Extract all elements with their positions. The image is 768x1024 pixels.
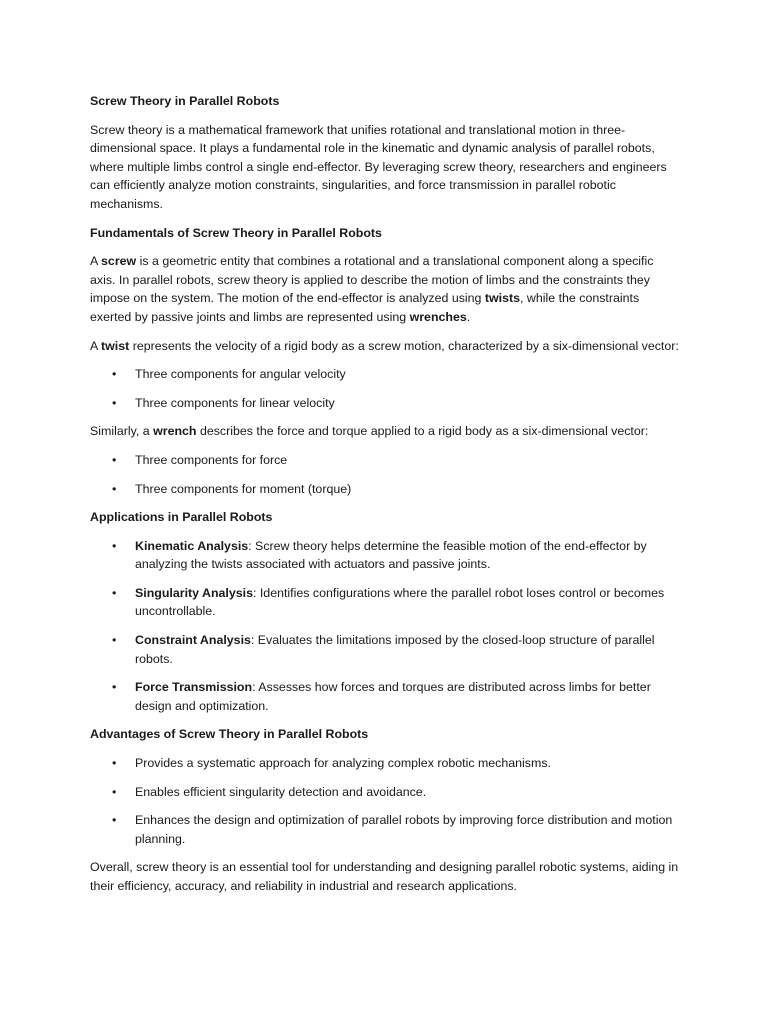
twist-term: twist <box>101 338 130 353</box>
list-item: • Kinematic Analysis: Screw theory helps determine the feasible motion of the end-effector by analyzing the twists associated with actuators and passive joints. <box>90 537 682 574</box>
twist-list <box>90 365 682 412</box>
list-item: • Three components for linear velocity <box>90 394 682 413</box>
applications-list <box>90 537 682 716</box>
wrench-list <box>90 451 682 498</box>
wrench-term: wrench <box>153 424 197 439</box>
list-item: • Constraint Analysis: Evaluates the limitations imposed by the closed-loop structure of parallel robots. <box>90 631 682 668</box>
list-item: • Enhances the design and optimization of parallel robots by improving force distribution and motion planning. <box>90 811 682 848</box>
list-item: • Force Transmission: Assesses how forces and torques are distributed across limbs for better design and optimization. <box>90 678 682 715</box>
intro-paragraph: Screw theory is a mathematical framework that unifies rotational and translational motion in three-dimensional space. It plays a fundamental role in the kinematic and dynamic analysis of parallel robots, where multiple limbs control a single end-effector. By leveraging screw theory, researchers and engineers can efficiently analyze motion constraints, singularities, and force transmission in parallel robotic mechanisms. <box>90 122 667 211</box>
list-item: • Three components for force <box>90 451 682 470</box>
list-item: • Three components for angular velocity <box>90 365 682 384</box>
applications-heading: Applications in Parallel Robots <box>90 510 273 525</box>
document-title: Screw Theory in Parallel Robots <box>90 94 280 108</box>
screw-term: screw <box>101 254 137 269</box>
list-item: • Enables efficient singularity detection and avoidance. <box>90 783 682 802</box>
document-body <box>90 92 682 906</box>
fundamentals-heading: Fundamentals of Screw Theory in Parallel Robots <box>90 225 382 240</box>
advantages-heading: Advantages of Screw Theory in Parallel Robots <box>90 727 369 742</box>
list-item: • Provides a systematic approach for analyzing complex robotic mechanisms. <box>90 754 682 773</box>
twist-paragraph: A twist represents the velocity of a rigid body as a screw motion, characterized by a six-dimensional vector: <box>90 338 679 353</box>
list-item: • Three components for moment (torque) <box>90 480 682 499</box>
wrenches-term: wrenches <box>409 309 467 324</box>
screw-paragraph: A screw is a geometric entity that combines a rotational and a translational component along a specific axis. In parallel robots, screw theory is applied to describe the motion of limbs and the constraints they impose on the system. The motion of the end-effector is analyzed using twists, while the constraints exerted by passive joints and limbs are represented using wrenches. <box>90 254 654 324</box>
twists-term: twists <box>484 291 521 306</box>
advantages-list <box>90 754 682 848</box>
list-item: • Singularity Analysis: Identifies configurations where the parallel robot loses control or becomes uncontrollable. <box>90 584 682 621</box>
conclusion-paragraph: Overall, screw theory is an essential tool for understanding and designing parallel robotic systems, aiding in their efficiency, accuracy, and reliability in industrial and research applications. <box>90 860 679 893</box>
wrench-paragraph: Similarly, a wrench describes the force and torque applied to a rigid body as a six-dimensional vector: <box>90 424 649 439</box>
